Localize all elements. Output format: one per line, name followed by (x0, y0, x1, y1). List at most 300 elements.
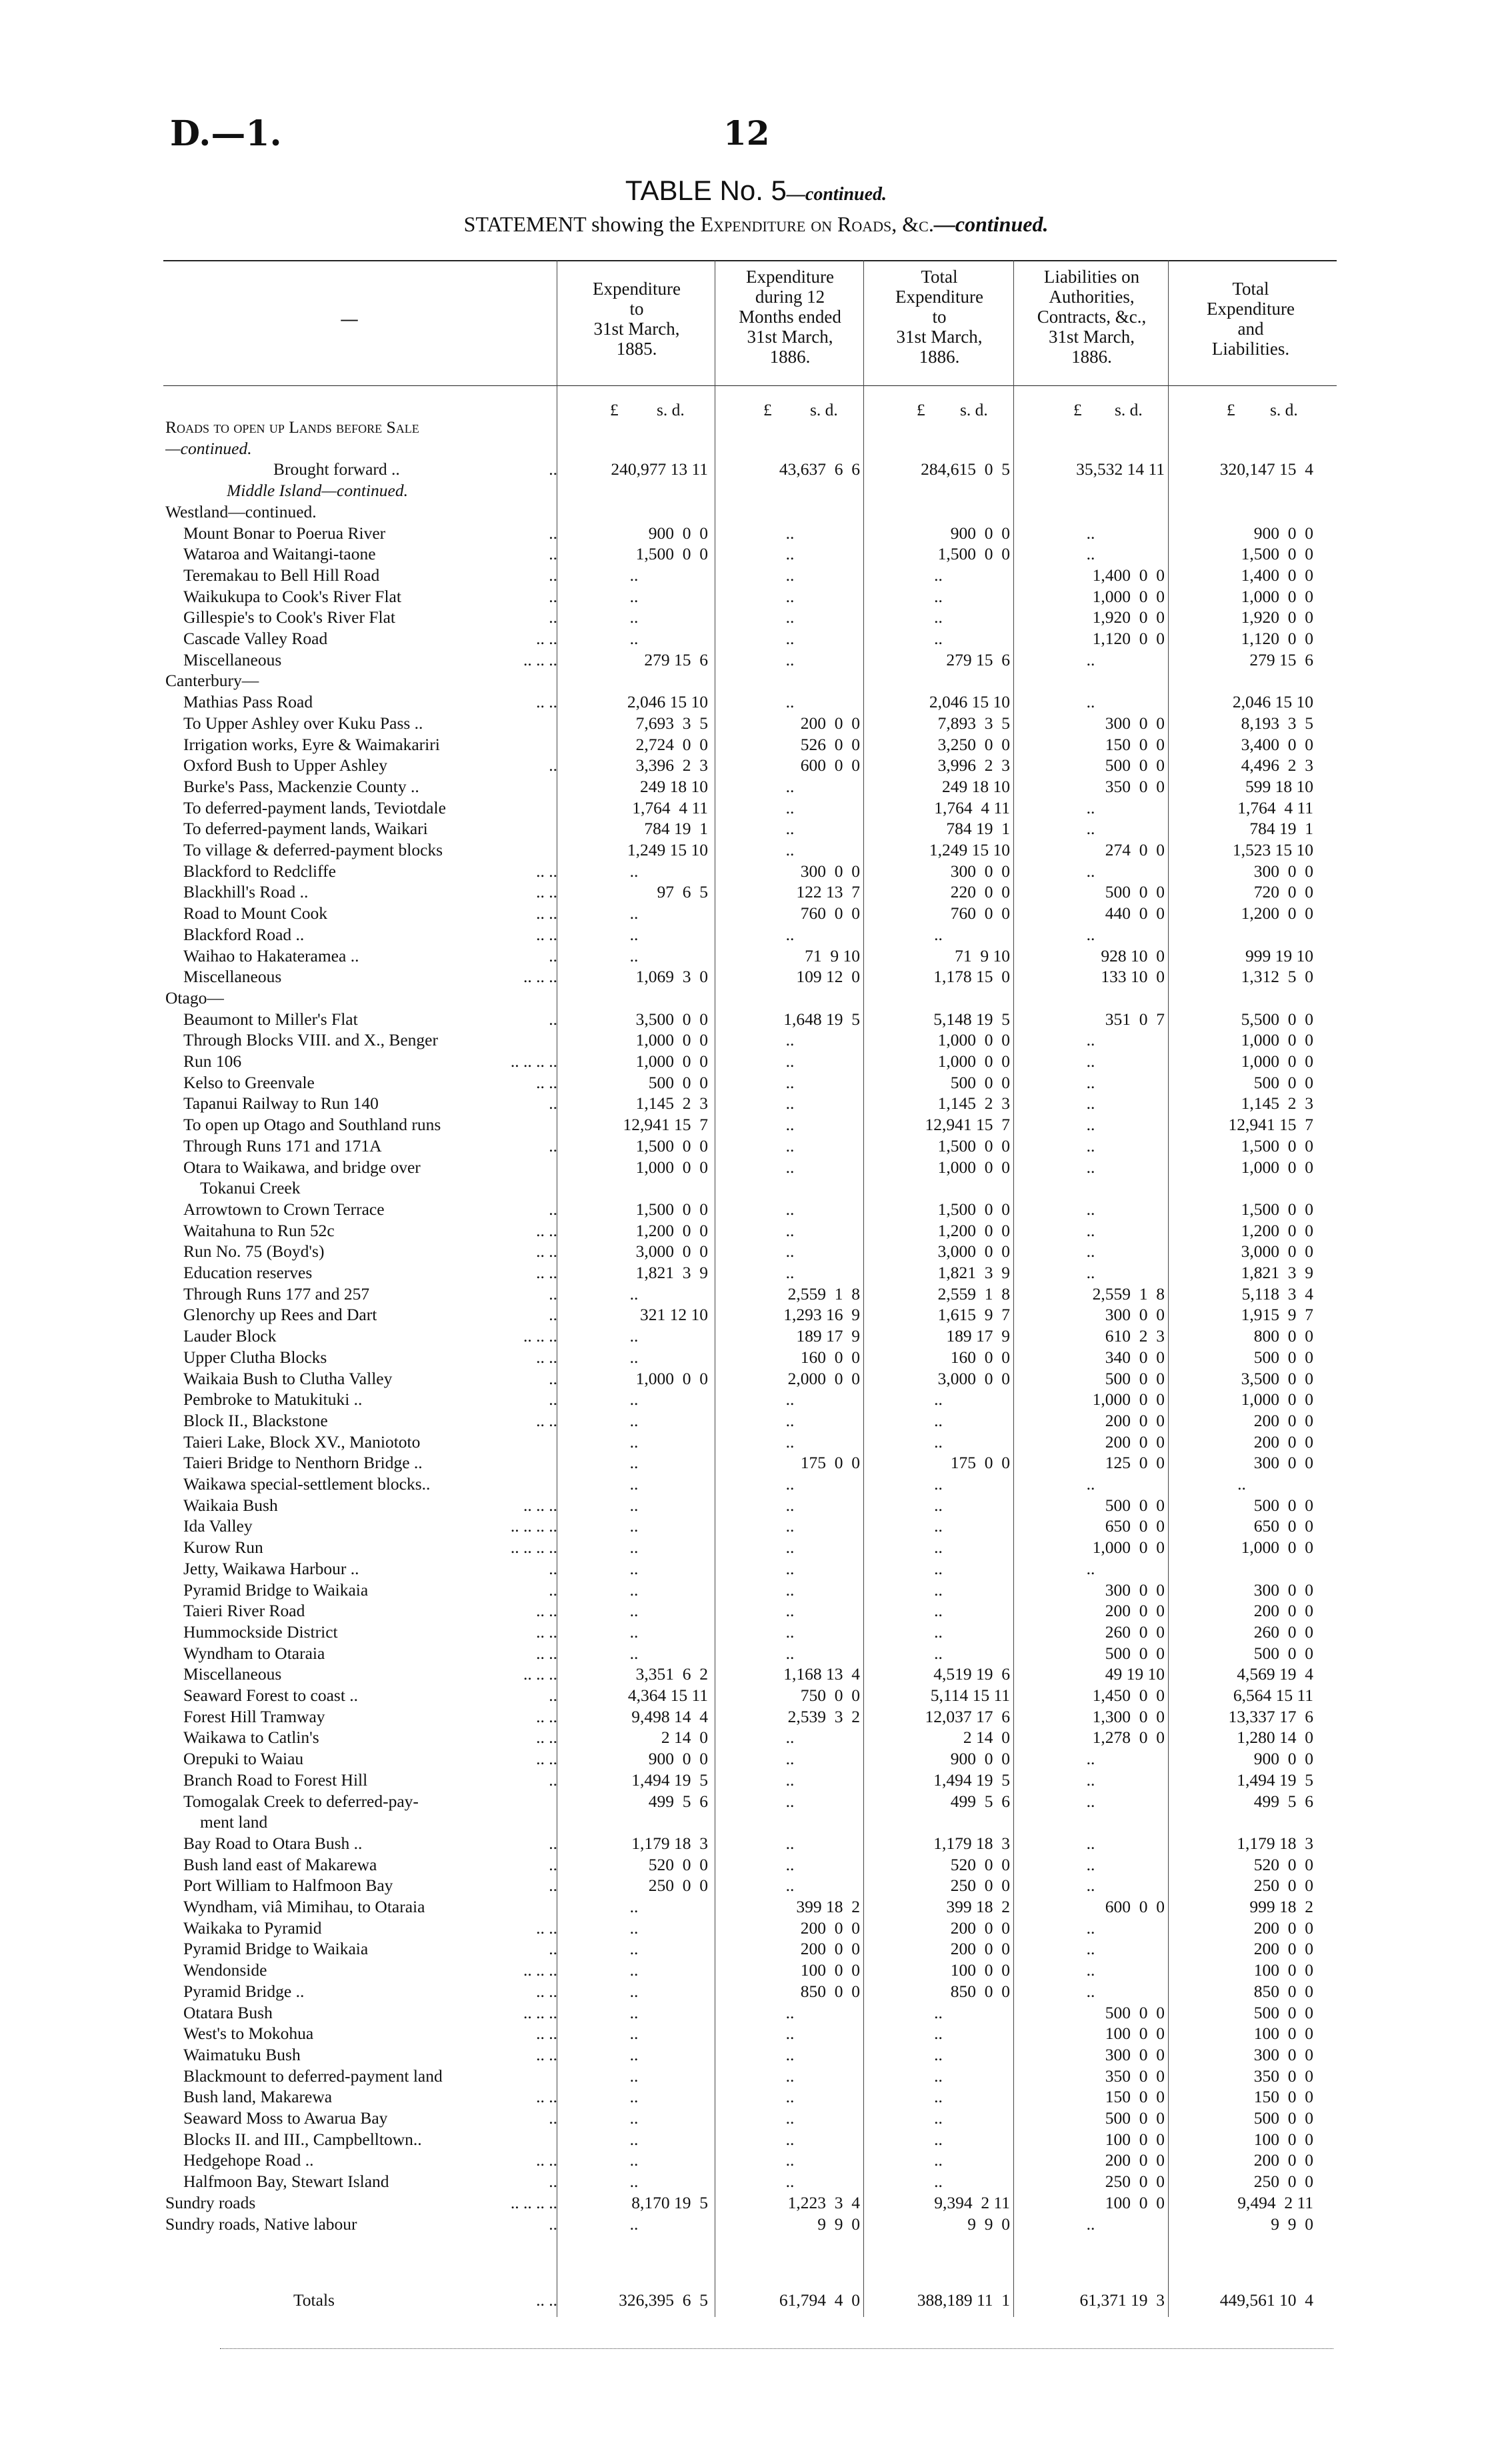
row-label: West's to Mokohua (183, 2024, 314, 2044)
cell-expenditure-to-1885: 3,500 0 0 (635, 1009, 708, 1029)
cell-total-expenditure-1886: .. (934, 2024, 943, 2044)
cell-expenditure-to-1885: .. (629, 1410, 639, 1430)
cell-total-expenditure-and-liabilities: 3,500 0 0 (1241, 1368, 1313, 1388)
cell-total-expenditure-1886: .. (934, 1538, 943, 1558)
cell-expenditure-during-12-months: 850 0 0 (800, 1981, 860, 2001)
cell-expenditure-during-12-months: 300 0 0 (800, 861, 860, 881)
cell-expenditure-during-12-months: .. (785, 2044, 795, 2064)
cell-expenditure-to-1885: 9,498 14 4 (631, 1706, 708, 1726)
cell-expenditure-during-12-months: .. (785, 523, 795, 543)
cell-total-expenditure-1886: 284,615 0 5 (921, 459, 1010, 479)
cell-total-expenditure-1886: 200 0 0 (950, 1939, 1010, 1959)
table-row (0, 1304, 1512, 1326)
cell-total-expenditure-and-liabilities: 500 0 0 (1253, 2108, 1313, 2128)
cell-liabilities: 350 0 0 (1105, 2066, 1165, 2086)
unit-sd-c4: s. d. (1115, 400, 1143, 419)
cell-liabilities: 49 19 10 (1105, 1664, 1165, 1684)
totals-expenditure-to-1885: 326,395 6 5 (619, 2290, 708, 2310)
cell-expenditure-to-1885: 249 18 10 (640, 776, 708, 796)
leader-dots: .. .. (536, 903, 557, 923)
row-label: To deferred-payment lands, Waikari (183, 819, 428, 839)
unit-pound-c2: £ (763, 400, 772, 419)
cell-liabilities: .. (1086, 1939, 1095, 1959)
cell-liabilities: .. (1086, 924, 1095, 944)
leader-dots: .. (549, 565, 557, 585)
cell-total-expenditure-and-liabilities: .. (1237, 1474, 1246, 1494)
cell-expenditure-during-12-months: .. (785, 1115, 795, 1135)
cell-total-expenditure-and-liabilities: 900 0 0 (1253, 1749, 1313, 1769)
cell-total-expenditure-and-liabilities: 1,000 0 0 (1241, 1538, 1313, 1558)
cell-total-expenditure-and-liabilities: 1,000 0 0 (1241, 586, 1313, 606)
table-row (0, 1622, 1512, 1643)
cell-expenditure-during-12-months: .. (785, 1030, 795, 1050)
cell-expenditure-to-1885: .. (629, 586, 639, 606)
cell-liabilities: .. (1086, 692, 1095, 712)
cell-liabilities: .. (1086, 1199, 1095, 1219)
row-label: Wyndham, viâ Mimihau, to Otaraia (183, 1897, 425, 1916)
cell-expenditure-to-1885: 900 0 0 (648, 1749, 708, 1769)
cell-total-expenditure-1886: 1,179 18 3 (933, 1833, 1010, 1853)
cell-total-expenditure-1886: .. (934, 924, 943, 944)
table-row (0, 839, 1512, 861)
cell-total-expenditure-1886: 9 9 0 (967, 2214, 1010, 2234)
cell-expenditure-to-1885: .. (629, 1284, 639, 1304)
leader-dots: .. .. (536, 1622, 557, 1642)
cell-expenditure-during-12-months: .. (785, 1072, 795, 1092)
table-row (0, 1262, 1512, 1284)
cell-expenditure-to-1885: .. (629, 1390, 639, 1410)
cell-expenditure-to-1885: 1,249 15 10 (627, 840, 708, 859)
table-row (0, 1347, 1512, 1368)
leader-dots: .. .. (536, 1918, 557, 1938)
cell-total-expenditure-and-liabilities: 500 0 0 (1253, 1072, 1313, 1092)
unit-pound-c1: £ (610, 400, 619, 419)
cell-total-expenditure-and-liabilities: 150 0 0 (1253, 2087, 1313, 2107)
table-row (0, 691, 1512, 713)
cell-expenditure-during-12-months: 71 9 10 (805, 945, 860, 965)
row-label: Canterbury— (165, 671, 259, 691)
cell-expenditure-to-1885: 500 0 0 (648, 1072, 708, 1092)
row-label: Blackhill's Road .. (183, 882, 309, 902)
table-row (0, 1199, 1512, 1220)
leader-dots: .. .. (536, 2150, 557, 2170)
cell-expenditure-during-12-months: 760 0 0 (800, 903, 860, 923)
cell-total-expenditure-1886: 520 0 0 (950, 1854, 1010, 1874)
cell-total-expenditure-and-liabilities: 13,337 17 6 (1228, 1706, 1313, 1726)
leader-dots: .. (549, 945, 557, 965)
cell-liabilities: 300 0 0 (1105, 713, 1165, 733)
cell-liabilities: 351 0 7 (1105, 1009, 1165, 1029)
row-label: To Upper Ashley over Kuku Pass .. (183, 713, 423, 733)
cell-expenditure-to-1885: .. (629, 1960, 639, 1980)
cell-expenditure-to-1885: 8,170 19 5 (631, 2192, 708, 2212)
cell-liabilities: .. (1086, 1918, 1095, 1938)
cell-liabilities: 150 0 0 (1105, 734, 1165, 754)
cell-total-expenditure-1886: 160 0 0 (950, 1347, 1010, 1367)
cell-total-expenditure-and-liabilities: 5,118 3 4 (1241, 1284, 1313, 1304)
row-label: Run No. 75 (Boyd's) (183, 1242, 325, 1262)
totals-row (0, 2290, 1512, 2311)
row-label: Taieri Lake, Block XV., Maniototo (183, 1432, 421, 1452)
row-label: Port William to Halfmoon Bay (183, 1876, 393, 1896)
cell-liabilities: 100 0 0 (1105, 2129, 1165, 2149)
totals-total-expenditure-1886: 388,189 11 1 (917, 2290, 1010, 2310)
row-label: Mount Bonar to Poerua River (183, 523, 386, 543)
row-label: Middle Island—continued. (227, 481, 408, 501)
cell-liabilities: 133 10 0 (1101, 967, 1165, 987)
cell-expenditure-to-1885: 1,069 3 0 (635, 967, 708, 987)
cell-expenditure-to-1885: .. (629, 2214, 639, 2234)
cell-liabilities: .. (1086, 1749, 1095, 1769)
cell-total-expenditure-and-liabilities: 500 0 0 (1253, 1347, 1313, 1367)
cell-total-expenditure-1886: .. (934, 1558, 943, 1578)
table-row (0, 1938, 1512, 1960)
cell-total-expenditure-and-liabilities: 1,312 5 0 (1241, 967, 1313, 987)
row-label: Branch Road to Forest Hill (183, 1770, 368, 1790)
table-row (0, 1157, 1512, 1178)
cell-total-expenditure-1886: 1,500 0 0 (937, 1135, 1010, 1155)
leader-dots: .. .. (536, 1601, 557, 1621)
cell-total-expenditure-1886: 2 14 0 (963, 1728, 1010, 1748)
cell-liabilities: 260 0 0 (1105, 1622, 1165, 1642)
rule-header-bottom (163, 385, 1337, 386)
row-label: Beaumont to Miller's Flat (183, 1009, 358, 1029)
cell-expenditure-to-1885: .. (629, 1495, 639, 1515)
table-row (0, 459, 1512, 480)
table-row (0, 818, 1512, 839)
leader-dots: .. .. (536, 1981, 557, 2001)
leader-dots: .. .. (536, 1072, 557, 1092)
cell-expenditure-during-12-months: 526 0 0 (800, 734, 860, 754)
cell-expenditure-during-12-months: 200 0 0 (800, 1918, 860, 1938)
cell-expenditure-during-12-months: 2,559 1 8 (787, 1284, 860, 1304)
leader-dots: .. (549, 544, 557, 564)
table-row (0, 881, 1512, 903)
cell-total-expenditure-and-liabilities: 1,915 9 7 (1241, 1305, 1313, 1325)
cell-total-expenditure-and-liabilities: 1,500 0 0 (1241, 1135, 1313, 1155)
cell-expenditure-during-12-months: .. (785, 586, 795, 606)
cell-liabilities: 500 0 0 (1105, 755, 1165, 775)
table-row (0, 2044, 1512, 2066)
leader-dots: .. (549, 607, 557, 627)
cell-total-expenditure-1886: 499 5 6 (950, 1791, 1010, 1811)
table-row (0, 1791, 1512, 1812)
table-row (0, 1072, 1512, 1093)
table-row (0, 903, 1512, 924)
cell-liabilities: .. (1086, 1157, 1095, 1177)
cell-expenditure-to-1885: 1,200 0 0 (635, 1220, 708, 1240)
table-row (0, 1896, 1512, 1918)
cell-total-expenditure-and-liabilities: 850 0 0 (1253, 1981, 1313, 2001)
row-label: Miscellaneous (183, 967, 282, 987)
cell-expenditure-to-1885: .. (629, 924, 639, 944)
leader-dots: .. .. (536, 1749, 557, 1769)
cell-total-expenditure-1886: .. (934, 1474, 943, 1494)
cell-expenditure-during-12-months: .. (785, 1749, 795, 1769)
table-row (0, 945, 1512, 967)
cell-liabilities: 928 10 0 (1101, 945, 1165, 965)
row-label: Sundry roads (165, 2192, 256, 2212)
table-row (0, 1770, 1512, 1791)
row-label: Run 106 (183, 1051, 242, 1071)
cell-expenditure-during-12-months: .. (785, 1093, 795, 1113)
row-label: Waikawa special-settlement blocks.. (183, 1474, 431, 1494)
row-label: Waihao to Hakateramea .. (183, 945, 359, 965)
cell-total-expenditure-1886: 5,114 15 11 (930, 1686, 1010, 1705)
cell-expenditure-to-1885: .. (629, 2108, 639, 2128)
cell-total-expenditure-1886: 500 0 0 (950, 1072, 1010, 1092)
cell-total-expenditure-1886: 900 0 0 (950, 1749, 1010, 1769)
table-row (0, 438, 1512, 459)
cell-expenditure-to-1885: 3,351 6 2 (635, 1664, 708, 1684)
totals-liabilities: 61,371 19 3 (1079, 2290, 1165, 2310)
cell-expenditure-during-12-months: .. (785, 1770, 795, 1790)
cell-total-expenditure-and-liabilities: 12,941 15 7 (1228, 1115, 1313, 1135)
table-row (0, 1960, 1512, 1981)
table-row (0, 1009, 1512, 1030)
cell-total-expenditure-and-liabilities: 279 15 6 (1249, 649, 1313, 669)
row-label: Blocks II. and III., Campbelltown.. (183, 2129, 422, 2149)
totals-expenditure-during-12-months: 61,794 4 0 (779, 2290, 860, 2310)
row-label: Otago— (165, 987, 224, 1007)
cell-expenditure-to-1885: .. (629, 1347, 639, 1367)
table-row (0, 1664, 1512, 1685)
row-label: Roads to open up Lands before Sale (165, 417, 419, 437)
header-total-expenditure-1886: Total Expenditure to 31st March, 1886. (895, 267, 983, 367)
cell-total-expenditure-and-liabilities: 1,200 0 0 (1241, 903, 1313, 923)
row-label: Upper Clutha Blocks (183, 1347, 327, 1367)
row-label: Pembroke to Matukituki .. (183, 1390, 363, 1410)
cell-expenditure-to-1885: 1,764 4 11 (632, 797, 708, 817)
table-row (0, 480, 1512, 501)
cell-total-expenditure-and-liabilities: 3,000 0 0 (1241, 1242, 1313, 1262)
cell-total-expenditure-and-liabilities: 784 19 1 (1249, 819, 1313, 839)
cell-expenditure-during-12-months: .. (785, 649, 795, 669)
cell-expenditure-during-12-months: .. (785, 1390, 795, 1410)
cell-total-expenditure-and-liabilities: 200 0 0 (1253, 1410, 1313, 1430)
row-label: —continued. (165, 438, 252, 458)
table-row (0, 1706, 1512, 1728)
cell-total-expenditure-1886: .. (934, 1622, 943, 1642)
cell-expenditure-to-1885: 1,145 2 3 (635, 1093, 708, 1113)
row-label: Jetty, Waikawa Harbour .. (183, 1558, 359, 1578)
cell-total-expenditure-1886: .. (934, 2002, 943, 2022)
leader-dots: .. (549, 2214, 557, 2234)
cell-expenditure-to-1885: .. (629, 2002, 639, 2022)
cell-expenditure-to-1885: .. (629, 2129, 639, 2149)
leader-dots: .. (549, 586, 557, 606)
leader-dots: .. (549, 1580, 557, 1600)
row-label: Bush land, Makarewa (183, 2087, 333, 2107)
cell-expenditure-during-12-months: 399 18 2 (796, 1897, 860, 1916)
row-label: Pyramid Bridge to Waikaia (183, 1580, 369, 1600)
cell-total-expenditure-and-liabilities: 200 0 0 (1253, 1939, 1313, 1959)
cell-expenditure-during-12-months: .. (785, 544, 795, 564)
cell-expenditure-during-12-months: 1,168 13 4 (783, 1664, 860, 1684)
cell-total-expenditure-and-liabilities: 720 0 0 (1253, 882, 1313, 902)
cell-expenditure-during-12-months: 100 0 0 (800, 1960, 860, 1980)
row-label: Seaward Forest to coast .. (183, 1686, 359, 1705)
leader-dots: .. .. .. (523, 1664, 557, 1684)
cell-liabilities: .. (1086, 1030, 1095, 1050)
cell-total-expenditure-1886: 200 0 0 (950, 1918, 1010, 1938)
cell-total-expenditure-1886: .. (934, 1410, 943, 1430)
cell-total-expenditure-and-liabilities: 1,120 0 0 (1241, 629, 1313, 648)
cell-expenditure-during-12-months: 200 0 0 (800, 1939, 860, 1959)
cell-expenditure-during-12-months: .. (785, 1601, 795, 1621)
cell-total-expenditure-and-liabilities: 5,500 0 0 (1241, 1009, 1313, 1029)
cell-expenditure-to-1885: .. (629, 1601, 639, 1621)
cell-expenditure-to-1885: .. (629, 903, 639, 923)
cell-expenditure-during-12-months: .. (785, 2150, 795, 2170)
cell-total-expenditure-and-liabilities: 300 0 0 (1253, 1580, 1313, 1600)
leader-dots: .. (549, 1390, 557, 1410)
table-row (0, 776, 1512, 797)
cell-total-expenditure-and-liabilities: 1,000 0 0 (1241, 1390, 1313, 1410)
cell-total-expenditure-1886: .. (934, 629, 943, 648)
leader-dots: .. .. (536, 1242, 557, 1262)
row-label: Kurow Run (183, 1538, 263, 1558)
row-label: Burke's Pass, Mackenzie County .. (183, 776, 419, 796)
leader-dots: .. (549, 523, 557, 543)
cell-expenditure-during-12-months: .. (785, 1135, 795, 1155)
cell-total-expenditure-1886: 249 18 10 (942, 776, 1010, 796)
cell-expenditure-during-12-months: .. (785, 819, 795, 839)
cell-expenditure-during-12-months: .. (785, 1263, 795, 1282)
cell-liabilities: .. (1086, 523, 1095, 543)
table-row (0, 649, 1512, 671)
table-row (0, 1918, 1512, 1939)
cell-expenditure-during-12-months: .. (785, 629, 795, 648)
cell-expenditure-to-1885: 520 0 0 (648, 1854, 708, 1874)
cell-total-expenditure-1886: .. (934, 607, 943, 627)
cell-liabilities: 300 0 0 (1105, 1305, 1165, 1325)
leader-dots: .. .. .. .. (510, 1051, 557, 1071)
row-label: Blackmount to deferred-payment land (183, 2066, 443, 2086)
row-label: Taieri Bridge to Nenthorn Bridge .. (183, 1453, 423, 1473)
cell-total-expenditure-1886: 1,494 19 5 (933, 1770, 1010, 1790)
cell-expenditure-during-12-months: .. (785, 565, 795, 585)
row-label: Ida Valley (183, 1516, 253, 1536)
leader-dots: .. (549, 1686, 557, 1705)
cell-total-expenditure-1886: 3,250 0 0 (937, 734, 1010, 754)
cell-total-expenditure-1886: .. (934, 2129, 943, 2149)
cell-total-expenditure-and-liabilities: 1,000 0 0 (1241, 1030, 1313, 1050)
cell-total-expenditure-and-liabilities: 500 0 0 (1253, 2002, 1313, 2022)
cell-total-expenditure-1886: 1,764 4 11 (934, 797, 1010, 817)
cell-expenditure-during-12-months: 750 0 0 (800, 1686, 860, 1705)
row-label: Block II., Blackstone (183, 1410, 328, 1430)
cell-liabilities: .. (1086, 797, 1095, 817)
row-label: Forest Hill Tramway (183, 1706, 325, 1726)
unit-pound-c5: £ (1227, 400, 1235, 419)
cell-liabilities: 1,400 0 0 (1092, 565, 1165, 585)
cell-total-expenditure-and-liabilities: 100 0 0 (1253, 2129, 1313, 2149)
cell-expenditure-during-12-months: .. (785, 1157, 795, 1177)
table-title-main: TABLE No. 5 (625, 175, 787, 206)
table-row (0, 1812, 1512, 1833)
cell-expenditure-to-1885: 1,500 0 0 (635, 1199, 708, 1219)
cell-expenditure-to-1885: .. (629, 2087, 639, 2107)
row-label: Waikaia Bush (183, 1495, 278, 1515)
cell-total-expenditure-and-liabilities: 1,400 0 0 (1241, 565, 1313, 585)
leader-dots: .. .. (536, 1347, 557, 1367)
leader-dots: .. .. (536, 692, 557, 712)
cell-total-expenditure-1886: .. (934, 2087, 943, 2107)
cell-total-expenditure-1886: 1,500 0 0 (937, 544, 1010, 564)
cell-total-expenditure-1886: 300 0 0 (950, 861, 1010, 881)
cell-expenditure-during-12-months: .. (785, 607, 795, 627)
table-row (0, 1029, 1512, 1051)
header-total-expenditure-and-liabilities: Total Expenditure and Liabilities. (1207, 279, 1295, 359)
unit-sd-c2: s. d. (810, 400, 838, 419)
cell-total-expenditure-1886: 7,893 3 5 (937, 713, 1010, 733)
table-row (0, 1643, 1512, 1664)
cell-expenditure-to-1885: 3,396 2 3 (635, 755, 708, 775)
cell-total-expenditure-and-liabilities: 1,494 19 5 (1237, 1770, 1313, 1790)
row-label: Tokanui Creek (200, 1178, 301, 1198)
cell-total-expenditure-1886: 5,148 19 5 (933, 1009, 1010, 1029)
cell-total-expenditure-1886: .. (934, 1601, 943, 1621)
row-label: Waimatuku Bush (183, 2044, 301, 2064)
table-row (0, 2150, 1512, 2171)
row-label: Waikaia Bush to Clutha Valley (183, 1368, 393, 1388)
cell-liabilities: 300 0 0 (1105, 2044, 1165, 2064)
totals-label: Totals (293, 2290, 335, 2310)
header-liabilities: Liabilities on Authorities, Contracts, &c., 31st March, 1886. (1037, 267, 1147, 367)
row-label: To deferred-payment lands, Teviotdale (183, 797, 446, 817)
cell-expenditure-to-1885: 900 0 0 (648, 523, 708, 543)
row-label: Bush land east of Makarewa (183, 1854, 377, 1874)
row-label: Glenorchy up Rees and Dart (183, 1305, 377, 1325)
table-title-continued: —continued. (786, 184, 887, 205)
cell-total-expenditure-1886: 189 17 9 (946, 1326, 1010, 1346)
cell-expenditure-to-1885: 1,494 19 5 (631, 1770, 708, 1790)
cell-expenditure-during-12-months: .. (785, 840, 795, 859)
cell-total-expenditure-1886: .. (934, 1390, 943, 1410)
cell-liabilities: 200 0 0 (1105, 1601, 1165, 1621)
cell-expenditure-to-1885: 97 6 5 (657, 882, 708, 902)
cell-total-expenditure-and-liabilities: 2,046 15 10 (1232, 692, 1313, 712)
cell-total-expenditure-1886: 1,145 2 3 (937, 1093, 1010, 1113)
table-row (0, 670, 1512, 691)
cell-total-expenditure-and-liabilities: 1,764 4 11 (1237, 797, 1313, 817)
cell-liabilities: 200 0 0 (1105, 2150, 1165, 2170)
cell-expenditure-to-1885: .. (629, 1538, 639, 1558)
table-row (0, 924, 1512, 945)
cell-expenditure-to-1885: .. (629, 2024, 639, 2044)
unit-sd-c5: s. d. (1270, 400, 1298, 419)
cell-liabilities: 125 0 0 (1105, 1453, 1165, 1473)
row-label: Miscellaneous (183, 649, 282, 669)
cell-expenditure-to-1885: .. (629, 945, 639, 965)
cell-expenditure-during-12-months: 2,000 0 0 (787, 1368, 860, 1388)
cell-total-expenditure-and-liabilities: 300 0 0 (1253, 2044, 1313, 2064)
cell-total-expenditure-1886: 4,519 19 6 (933, 1664, 1010, 1684)
table-row (0, 1241, 1512, 1262)
row-label: Teremakau to Bell Hill Road (183, 565, 380, 585)
cell-expenditure-to-1885: 2,724 0 0 (635, 734, 708, 754)
leader-dots: .. (549, 2172, 557, 2192)
cell-total-expenditure-1886: 760 0 0 (950, 903, 1010, 923)
cell-expenditure-to-1885: 1,000 0 0 (635, 1157, 708, 1177)
unit-pound-c4: £ (1073, 400, 1082, 419)
cell-total-expenditure-1886: 3,996 2 3 (937, 755, 1010, 775)
leader-dots: .. .. .. .. (510, 2192, 557, 2212)
leader-dots: .. (549, 1876, 557, 1896)
cell-expenditure-during-12-months: .. (785, 2108, 795, 2128)
cell-expenditure-to-1885: 1,500 0 0 (635, 544, 708, 564)
